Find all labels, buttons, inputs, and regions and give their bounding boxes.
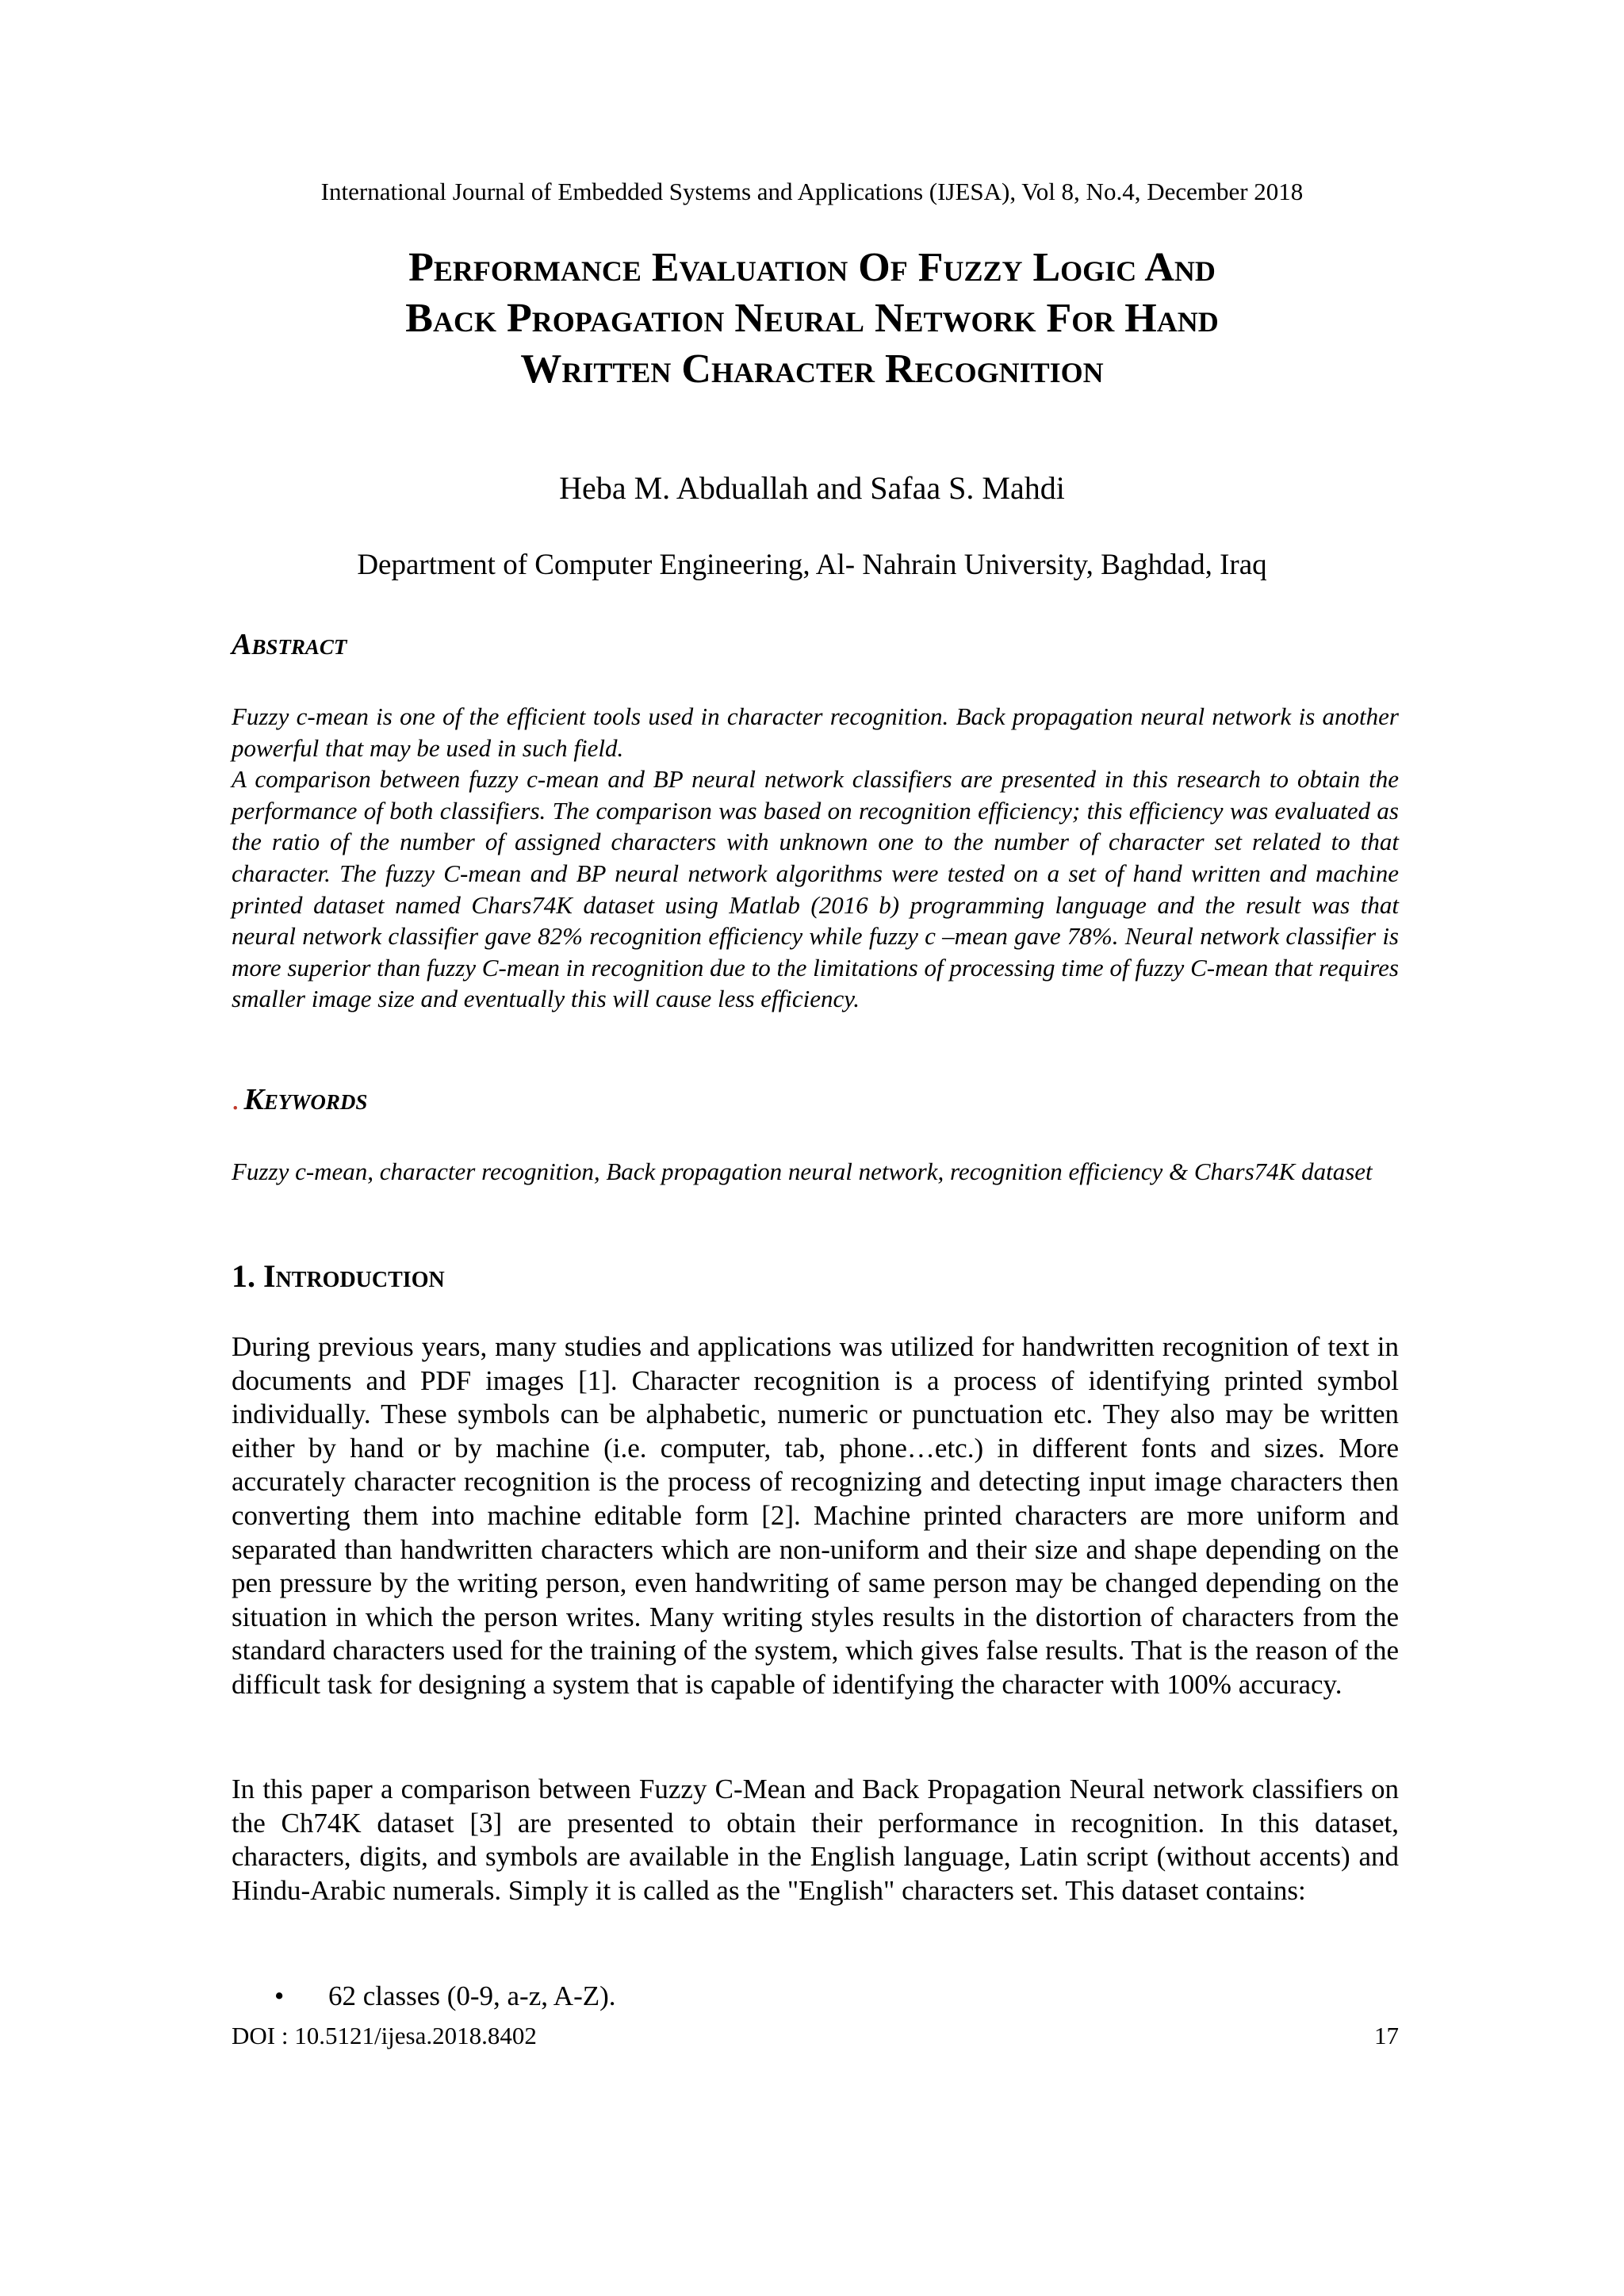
keywords-heading-label: Keywords: [243, 1083, 368, 1116]
abstract-body: [232, 701, 1399, 1015]
keywords-list: Fuzzy c-mean, character recognition, Back propagation neural network, recognition efficiency & Chars74K dataset: [232, 1158, 1373, 1185]
keywords-body: [232, 1156, 1399, 1188]
keywords-prefix: .: [232, 1083, 239, 1116]
page-number: 17: [1374, 2022, 1399, 2049]
journal-header: International Journal of Embedded Systems and Applications (IJESA), Vol 8, No.4, December 2018: [320, 178, 1304, 205]
bullet-icon: •: [274, 1980, 285, 2011]
title-line: Written Character Recognition: [520, 346, 1104, 392]
affiliation: Department of Computer Engineering, Al- Nahrain University, Baghdad, Iraq: [357, 549, 1267, 581]
keywords-heading: [232, 1081, 367, 1118]
introduction-paragraph: [232, 1330, 1399, 1702]
introduction-paragraph-text: During previous years, many studies and applications was utilized for handwritten recognition of text in documents and PDF images [1]. Character recognition is a process of identifying printed symbol individually. These symbols can be alphabetic, numeric or punctuation etc. They also may be written either by hand or by machine (i.e. computer, tab, phone…etc.) in different fonts and sizes. More accurately character recognition is the process of recognizing and detecting input image characters then converting them into machine editable form [2]. Machine printed characters are more uniform and separated than handwritten characters which are non-uniform and their size and shape depending on the pen pressure by the writing person, even handwriting of same person may be changed depending on the situation in which the person writes. Many writing styles results in the distortion of characters from the standard characters used for the training of the system, which gives false results. That is the reason of the difficult task for designing a system that is capable of identifying the character with 100% accuracy.: [232, 1331, 1399, 1700]
paper-title: [222, 243, 1402, 395]
introduction-heading: 1. Introduction: [232, 1258, 445, 1294]
abstract-paragraph: A comparison between fuzzy c-mean and BP neural network classifiers are presented in this research to obtain the performance of both classifiers. The comparison was based on recognition efficiency; this efficiency was evaluated as the ratio of the number of assigned characters with unknown one to the number of character set related to that character. The fuzzy C-mean and BP neural network algorithms were tested on a set of hand written and machine printed dataset named Chars74K dataset using Matlab (2016 b) programming language and the result was that neural network classifier gave 82% recognition efficiency while fuzzy c –mean gave 78%. Neural network classifier is more superior than fuzzy C-mean in recognition due to the limitations of processing time of fuzzy C-mean that requires smaller image size and eventually this will cause less efficiency.: [232, 765, 1399, 1013]
title-line: Back Propagation Neural Network For Hand: [405, 296, 1219, 341]
abstract-paragraph: Fuzzy c-mean is one of the efficient tools used in character recognition. Back propagation neural network is another powerful that may be used in such field.: [232, 702, 1399, 762]
doi-label: DOI : 10.5121/ijesa.2018.8402: [232, 2022, 537, 2049]
abstract-heading: Abstract: [232, 628, 347, 661]
introduction-paragraph-text: In this paper a comparison between Fuzzy C-Mean and Back Propagation Neural network classifiers on the Ch74K dataset [3] are presented to obtain their performance in recognition. In this dataset, characters, digits, and symbols are available in the English language, Latin script (without accents) and Hindu-Arabic numerals. Simply it is called as the "English" characters set. This dataset contains:: [232, 1774, 1399, 1906]
list-item-text: 62 classes (0-9, a-z, A-Z).: [328, 1980, 616, 2011]
introduction-paragraph: [232, 1773, 1399, 1908]
class-list: [274, 1979, 616, 2014]
title-line: Performance Evaluation Of Fuzzy Logic And: [408, 245, 1216, 290]
author-list: Heba M. Abduallah and Safaa S. Mahdi: [559, 470, 1065, 506]
list-item: [274, 1979, 616, 2014]
